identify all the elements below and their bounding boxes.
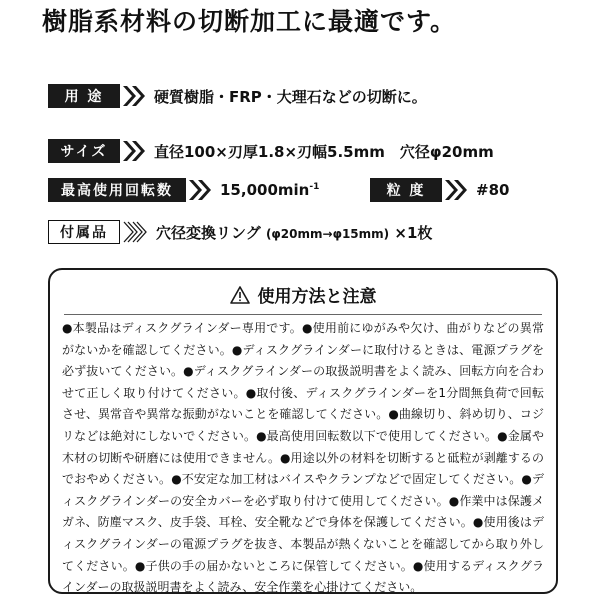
accessory-label: 付属品 — [48, 220, 120, 244]
double-chevron-icon — [122, 139, 146, 163]
size-value: 直径100×刃厚1.8×刃幅5.5mm 穴径φ20mm — [154, 142, 494, 161]
size-label: サイズ — [48, 139, 120, 163]
usage-notice-box — [48, 268, 558, 594]
headline: 樹脂系材料の切断加工に最適です。 — [42, 7, 457, 36]
rpm-label: 最高使用回転数 — [48, 178, 186, 202]
double-chevron-icon — [188, 178, 212, 202]
notice-body: ●本製品はディスクグラインダー専用です。●使用前にゆがみや欠け、曲がりなどの異常がないかを確認してください。●ディスクグラインダーに取付けるときは、電源プラグを必ず抜いてください。●ディスクグラインダーの取扱説明書をよく読み、回転方向を合わせて正しく取り付けてください。●取付後、ディスクグラインダーを1分間無負荷で回転させ、異常音や異常な振動がないことを確認してください。●曲線切り、斜め切り、コジリなどは絶対にしないでください。●最高使用回転数以下で使用してください。●金属や木材の切断や研磨には使用できません。●用途以外の材料を切断すると砥粒が剥離するのでおやめください。●不安定な加工材はバイスやクランプなどで固定してください。●ディスクグラインダーの安全カバーを必ず取り付けて使用してください。●作業中は保護メガネ、防塵マスク、皮手袋、耳栓、安全靴などで身体を保護してください。●使用後はディスクグラインダーの電源プラグを抜き、本製品が熱くないことを確認してから取り外してください。●子供の手の届かないところに保管してください。●使用するディスクグラインダーの取扱説明書をよく読み、安全作業を心掛けてください。 — [62, 321, 544, 595]
double-chevron-icon — [444, 178, 468, 202]
spec-row-grit — [370, 177, 509, 203]
warning-triangle-icon — [230, 286, 250, 304]
double-chevron-icon — [122, 84, 146, 108]
rpm-value: $15,000\min^{-1}$ — [220, 181, 320, 199]
spec-row-rpm — [48, 177, 319, 203]
accessory-qty: ×1枚 — [394, 223, 433, 242]
spec-row-use — [48, 83, 427, 109]
notice-title: 使用方法と注意 — [50, 282, 556, 307]
rpm-unit-superscript: -1 — [309, 182, 320, 192]
grit-label: 粒 度 — [370, 178, 442, 202]
accessory-value: 穴径変換リング (φ20mm→φ15mm) ×1枚 — [156, 223, 433, 242]
spec-row-size — [48, 138, 494, 164]
use-value: 硬質樹脂・FRP・大理石などの切断に。 — [154, 87, 427, 106]
accessory-detail: (φ20mm→φ15mm) — [265, 226, 390, 241]
notice-divider — [64, 314, 542, 315]
use-label: 用 途 — [48, 84, 120, 108]
double-chevron-outline-icon — [122, 220, 148, 244]
spec-row-accessory — [48, 219, 432, 245]
grit-value: #80 — [476, 181, 510, 199]
